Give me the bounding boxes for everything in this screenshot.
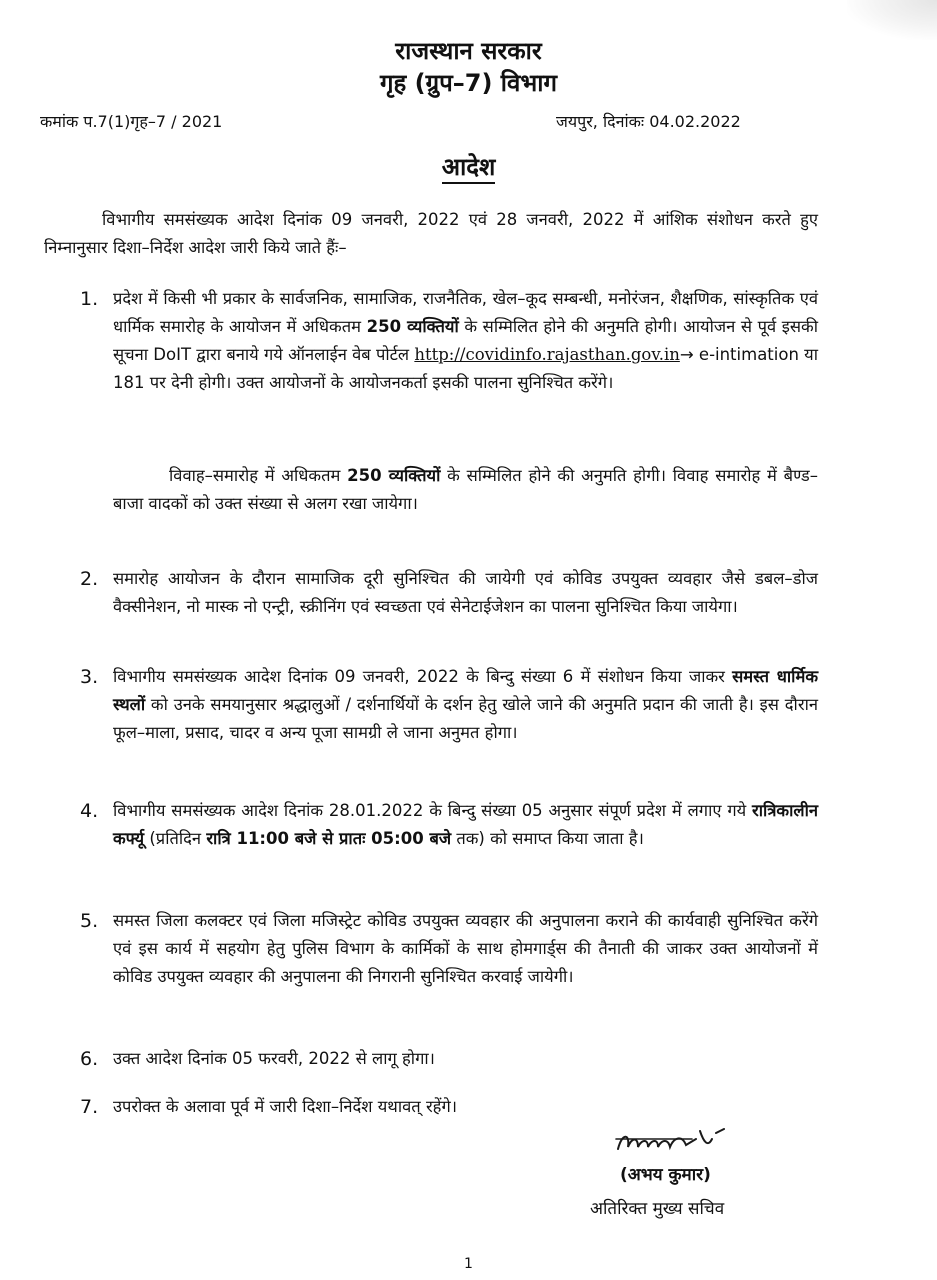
signatory-name: (अभय कुमार) — [620, 1165, 711, 1185]
item-2-number: 2. — [80, 568, 99, 590]
item-4-part-b: (प्रतिदिन — [144, 829, 207, 848]
place-date: जयपुर, दिनांकः 04.02.2022 — [556, 112, 741, 131]
item-3-part-b: को उनके समयानुसार श्रद्धालुओं / दर्शनार्थियों के दर्शन हेतु खोले जाने की अनुमति प्रदान की जाती है। इस दौरान फूल–माला, प्रसाद, चादर व अन्य पूजा सामग्री ले जाना अनुमत होगा। — [113, 695, 818, 742]
item-3-part-a: विभागीय समसंख्यक आदेश दिनांक 09 जनवरी, 2022 के बिन्दु संख्या 6 में संशोधन किया जाकर — [113, 667, 733, 686]
order-title-text: आदेश — [442, 153, 496, 184]
item-6-text: उक्त आदेश दिनांक 05 फरवरी, 2022 से लागू होगा। — [113, 1049, 435, 1068]
department-name: गृह (ग्रुप–7) विभाग — [380, 69, 557, 97]
item-7-number: 7. — [80, 1096, 99, 1118]
order-title — [0, 150, 937, 183]
item-1-sub-bold: 250 व्यक्तियों — [347, 466, 441, 485]
item-4-part-a: विभागीय समसंख्यक आदेश दिनांक 28.01.2022 के बिन्दु संख्या 05 अनुसार संपूर्ण प्रदेश में लगाए गये — [113, 801, 753, 820]
item-4-part-c: तक) को समाप्त किया जाता है। — [451, 829, 644, 848]
item-1-text — [113, 285, 818, 397]
covidinfo-link[interactable]: http://covidinfo.rajasthan.gov.in — [414, 345, 680, 364]
item-1-part-b: के सम्मिलित होने की अनुमति होगी। आयोजन से पूर्व इसकी सूचना DoIT द्वारा बनाये गये ऑनलाईन वेब पोर्टल — [113, 317, 818, 364]
item-1-bold: 250 व्यक्तियों — [366, 317, 459, 336]
item-6-number: 6. — [80, 1048, 99, 1070]
item-5-text: समस्त जिला कलक्टर एवं जिला मजिस्ट्रेट कोविड उपयुक्त व्यवहार की अनुपालना कराने की कार्यवाही सुनिश्चित करेंगे एवं इस कार्य में सहयोग हेतु पुलिस विभाग के कार्मिकों के साथ होमगार्ड्स की तैनाती की जाकर उक्त आयोजनों में कोविड उपयुक्त व्यवहार की अनुपालना की निगरानी सुनिश्चित करवाई जायेगी। — [113, 911, 818, 986]
item-1-number: 1. — [80, 288, 99, 310]
item-1-sub-b: के सम्मिलित होने की अनुमति होगी। विवाह समारोह में बैण्ड–बाजा वादकों को उक्त संख्या से अलग रखा जायेगा। — [113, 466, 818, 513]
item-5-number: 5. — [80, 910, 99, 932]
item-4-text — [113, 797, 818, 853]
signatory-designation: अतिरिक्त मुख्य सचिव — [590, 1199, 725, 1219]
item-3-number: 3. — [80, 666, 99, 688]
item-2-text: समारोह आयोजन के दौरान सामाजिक दूरी सुनिश्चित की जायेगी एवं कोविड उपयुक्त व्यवहार जैसे डबल–डोज वैक्सीनेशन, नो मास्क नो एन्ट्री, स्क्रीनिंग एवं स्वच्छता एवं सेनेटाईजेशन का पालना सुनिश्चित किया जायेगा। — [113, 569, 818, 616]
handwritten-signature — [612, 1125, 752, 1161]
page-number: 1 — [464, 1256, 473, 1272]
intro-paragraph: विभागीय समसंख्यक आदेश दिनांक 09 जनवरी, 2022 एवं 28 जनवरी, 2022 में आंशिक संशोधन करते हुए निम्नानुसार दिशा–निर्देश आदेश जारी किये जाते हैंः– — [44, 210, 818, 257]
item-4-bold-time: रात्रि 11:00 बजे से प्रातः 05:00 बजे — [206, 829, 452, 848]
item-1-part-c: → e-intimation या 181 पर देनी होगी। उक्त आयोजनों के आयोजनकर्ता इसकी पालना सुनिश्चित करेंगे। — [113, 345, 818, 392]
item-3-bold: समस्त धार्मिक स्थलों — [113, 667, 818, 714]
item-3-text — [113, 663, 818, 747]
govt-name: राजस्थान सरकार — [395, 37, 542, 65]
item-1-subparagraph — [113, 462, 818, 518]
item-4-bold-curfew: रात्रिकालीन कर्फ्यू — [113, 801, 818, 848]
item-1-part-a: प्रदेश में किसी भी प्रकार के सार्वजनिक, सामाजिक, राजनैतिक, खेल–कूद सम्बन्धी, मनोरंजन, शैक्षणिक, सांस्कृतिक एवं धार्मिक समारोह के आयोजन में अधिकतम — [113, 289, 818, 336]
item-4-number: 4. — [80, 800, 99, 822]
item-7-text: उपरोक्त के अलावा पूर्व में जारी दिशा–निर्देश यथावत् रहेंगे। — [113, 1097, 457, 1116]
item-1-sub-a: विवाह–समारोह में अधिकतम — [169, 466, 348, 485]
reference-number: कमांक प.7(1)गृह–7 / 2021 — [40, 112, 223, 131]
